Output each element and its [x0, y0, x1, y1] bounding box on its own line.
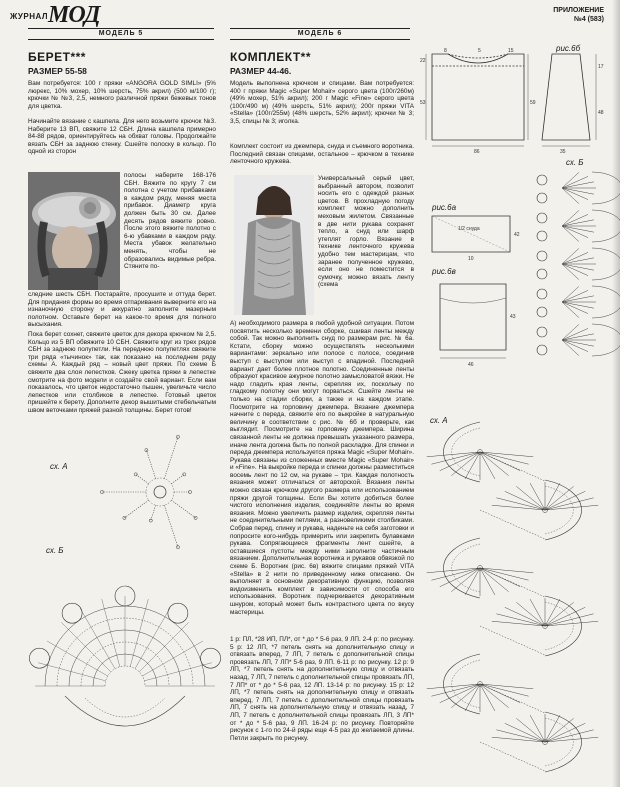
fig6a-label: рис.6а: [432, 203, 457, 212]
dim-35: 35: [560, 149, 566, 155]
jumper-pattern-diagram: [420, 44, 610, 154]
model5-instructions-3: следние шесть СБН. Постарайте, просушите и оттуда берет. Для придания формы во время отпаривания выверните его на изнаночную сторону и аккуратно заполните мазерным полотном. Оставьте берет на какое-то время для полного высыхания.: [28, 291, 216, 329]
set-photo-art: [234, 175, 314, 315]
dim-59: 59: [530, 100, 536, 106]
snood-label: 1/2 снуда: [458, 226, 480, 232]
edging-scheme-b-diagram: [528, 168, 612, 368]
dim-43: 43: [510, 314, 516, 320]
model6-bar: МОДЕЛЬ 6: [230, 28, 410, 40]
model6-scheme-a-label: сх. А: [430, 416, 448, 425]
issue-number: №4 (583): [574, 16, 604, 23]
model5-instructions-2: полосы наберите 168-176 СБН. Вяжите по кругу 7 см полотна с учетом прибавками в каждом ряду, меняя места прибавок. Диаметр круга должен быть 30 см. Далее десять рядов вяжите ровно. После этого вяжите полотно с 6-ю убавками в каждом ряду. Места убавок желательно менять, чтобы не образовались видимые ребра. Стяните по-: [124, 172, 216, 271]
petal-scheme-b-diagram: [30, 556, 220, 756]
model6-description: Универсальный серый цвет, выбранный автором, позволит носить его с одеждой разных цветов. В прохладную погоду комплект можно дополнить меховым жилетом. Связанные в две нити рукава сохранят тепло, а снуд или шарф утеплят горло. Вязание в технике ленточного кружева удобно тем мастерицам, что заранее полученное кружево, если оно не поместится в сумочку, можно вязать ленту (схема: [318, 175, 414, 289]
dim-5: 5: [478, 48, 481, 54]
dim-42: 42: [514, 232, 520, 238]
model6-materials: Модель выполнена крючком и спицами. Вам потребуется: 400 г пряжи Magic «Super Mohair» серого цвета (100г/260м) (49% мохер, 51% акрил); 200 г Magic «Fine» серого цвета (100г/490 м) (49% шерсть, 51% акрил); 200г пряжи VITA «Stella» (100г/255м) (48% шерсть, 52% акрил); крючки № 3; 3,5, спицы № 3; иголка.: [230, 80, 414, 125]
ribbon-lace-scheme-a-diagram: [420, 410, 610, 780]
model5-size: РАЗМЕР 55-58: [28, 66, 87, 76]
snood-diagram: [428, 212, 528, 262]
page-edge-shadow: [612, 0, 620, 787]
dim-48: 48: [598, 110, 604, 116]
page-header: [10, 4, 610, 28]
dim-86: 86: [474, 149, 480, 155]
dim-10: 10: [468, 256, 474, 262]
dim-15: 15: [508, 48, 514, 54]
model5-materials: Вам потребуется: 100 г пряжи «ANGORA GOLD SIMLI» (5% люрекс, 10% мохер, 10% шерсть, 75% акрил) (500 м/100 г); крючки № №3, 2,5, немного различной пряжи бежевых тонов для цветка.: [28, 80, 216, 110]
model6-collar-instructions: 1 р: ПЛ, *28 ИП, ПЛ*, от * до * 5-6 раз, 9 ЛП. 2-4 р: по рисунку. 5 р: 12 ЛП, *7 петель снять на дополнительную спицу и отвязать вперед, 7 ЛП, 7 петель с дополнительной спицы провязать ЛП, 7 ЛП* 5-6 раз, 9 ЛП. 6-11 р: по рисунку. 12 р: 9 ЛП, *7 петель снять на дополнительную спицу и отвязать назад, 7 ЛП, 7 петель с дополнительной спицы провязать ЛП, 7 ЛП* от * до * 5-6 раз, 12 ЛП. 13-14 р: по рисунку. 15 р: 12 ЛП, *7 петель снять на дополнительную спицу и отвязать вперед, 7 ЛП, 7 петель с дополнительной спицы провязать ЛП, 7 снять на дополнительную спицу и отвязать назад, 7 ЛП, 7 петель с дополнительной спицы провязать ЛП, 3 ЛП* от * до * 5-6 раз, 9 ЛП. 16-24 р: по рисунку. Повторяйте рисунок с 1-го по 24-й ряды еще 4-5 раз до желаемой длины. Петли закрыть по рисунку.: [230, 636, 414, 742]
model6-title: КОМПЛЕКТ**: [230, 50, 311, 64]
supplement-label: ПРИЛОЖЕНИЕ: [553, 7, 604, 14]
model5-title: БЕРЕТ***: [28, 50, 86, 64]
model5-scheme-b-label: сх. Б: [46, 546, 64, 555]
dim-46: 46: [468, 362, 474, 368]
dim-22: 22: [420, 58, 426, 64]
dim-17: 17: [598, 64, 604, 70]
model5-bar: МОДЕЛЬ 5: [28, 28, 214, 40]
set-photo: [234, 175, 314, 315]
model6-instructions: А) необходимого размера в любой удобной ситуации. Потом посвятить несколько времени сборке, сшивая ленты между собой. Так можно выполнить снуд по размерам рис. № 6а. Кстати, сборку можно осуществлять несколькими вариантами: зеркально или полосе с полосе, соединив выступ с выступом или выступ с впадиной. Последний вариант дает более плотное полотно. Соединенные ленты образуют красивое ажурное полотно замысловатой вязки. Не надо гладить края ленты, скрепляя их, поскольку по гладкому полотну они могут порваться. Сшейте ленты не только на стадии сборки, а также и на каждом этапе. Посмотрите на горловину джемпера. Вязание джемпера начните с переда, свяжите его по выкройке в натуральную величину в соответствии с рис. № 6б и проверьте, как выглядит. Посмотрите на горловину джемпера. Ширина связанной ленты не должна превышать указанного размера, иначе лента должна быть по полной раскладке. Для спинки и переда джемпера используется пряжа Magic «Super Mohair». Рукава связаны из сложенных вместе Magic «Super Mohair» и «Fine». На выкройке переда и спинки должны разместиться восемь лент по 12 см, на рукаве – три. Каждая полотность вязания может отличаться от авторской. Вязания ленты можно связан крючком другого размера или использованием пряжи другой толщины. Если Вы хотите добиться более чистого исполнения изделия, соединяйте ленты во время вязания. Можно увеличить размер изделия, скрепляя ленты не соединительными петлями, а разновеликими столбиками. Собрав перед, спинку и рукава, наденьте на себя заготовки и попросите кого-нибудь примерить или закрепить булавками рукава. Сопрягающиеся фрагменты лент сшейте, а оставшиеся пустоты между ними заполните частичным вязанием. Дополнительная воротника и рукавов обвязкой по схеме Б. Воротник (рис. 6в) вяжите спицами пряжей VITA «Stella» в 2 нити по приведенному ниже описанию. Он выполняет в основном декоративную функцию, позволяя видоизменить комплект в зависимости от способа его использования. Воротник подчеркивается декоративным шнуром, который может быть контрастного цвета по вкусу мастерицы.: [230, 320, 414, 616]
magazine-logo: МОД: [48, 2, 100, 28]
beret-photo: [28, 172, 120, 290]
collar-diagram: [428, 278, 528, 368]
fig6v-label: рис.6в: [432, 267, 456, 276]
beret-photo-art: [28, 172, 120, 290]
model5-flower-instructions: Пока берет сохнет, свяжите цветок для декора крючком № 2,5. Кольцо из 5 ВП обвяжите 10 СБН. Свяжите круг из трех рядов СБН за заднюю полупетли. На переднюю полупетлях свяжите три ряда «тычинок» так, как показано на последнем ряду схемы А. Каждый ряд – новый цвет пряжи. По схеме Б свяжите два слоя лепестков. Сжеку цветка пряжи в лепестке смотрите на фото модели и создайте свой вариант. Если вам показалось, что цветок недостаточно пышен, увеличьте число лепестков или столбиков в лепестке. Готовый цветок пришейте к берету. Дополните декор вышитыми стебельчатым швом веточками пряжей разной толщины. Берет готов!: [28, 331, 216, 414]
fig6b-label: рис.6б: [556, 44, 581, 53]
supplement-info: [553, 6, 604, 24]
magazine-name-small: ЖУРНАЛ: [10, 12, 49, 21]
model5-instructions-1: Начинайте вязание с кашпела. Для него возьмите крючок №3. Наберите 13 ВП, свяжите 12 СБН. Длина кашпела примерно 84-88 рядов, ориентируйтесь на обхват головы. Продолжайте вязать СБН за заднюю стенку. Сшейте полоску в кольцо. По одной из сторон: [28, 118, 216, 156]
flower-scheme-a-diagram: [100, 432, 220, 552]
model5-scheme-a-label: сх. А: [50, 462, 68, 471]
model6-size: РАЗМЕР 44-46.: [230, 66, 292, 76]
dim-53: 53: [420, 100, 426, 106]
model6-intro: Комплект состоит из джемпера, снуда и съемного воротника. Последний связан спицами, остальное – крючком в технике ленточного кружева.: [230, 143, 414, 166]
dim-8: 8: [444, 48, 447, 54]
model6-scheme-b-label: сх. Б: [566, 158, 584, 167]
